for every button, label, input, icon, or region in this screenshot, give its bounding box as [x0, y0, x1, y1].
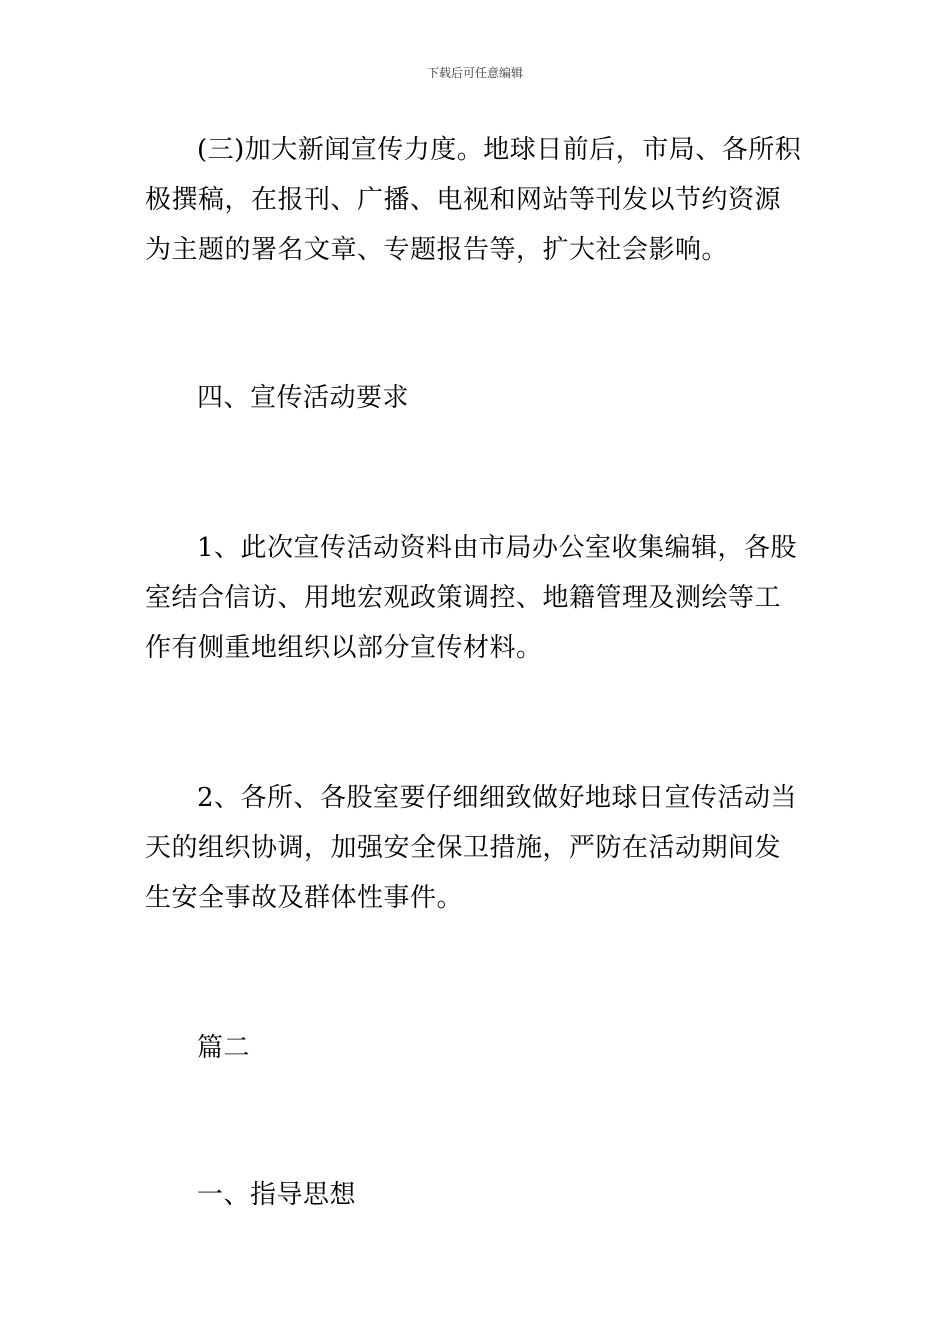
paragraph-requirement-2: [145, 773, 807, 923]
heading-text: 一、指导思想: [197, 1180, 357, 1210]
section-heading-guiding-ideology: [145, 1170, 807, 1220]
paragraph-publicity: [145, 125, 807, 275]
paragraph-text: (三)加大新闻宣传力度。地球日前后，市局、各所积极撰稿，在报刊、广播、电视和网站等刊发以节约资源为主题的署名文章、专题报告等，扩大社会影响。: [145, 135, 802, 265]
heading-text: 篇二: [197, 1033, 251, 1063]
paragraph-requirement-1: [145, 523, 807, 673]
paragraph-text: 2、各所、各股室要仔细细致做好地球日宣传活动当天的组织协调，加强安全保卫措施，严防在活动期间发生安全事故及群体性事件。: [145, 783, 798, 913]
section-heading-part-two: [145, 1023, 807, 1073]
paragraph-text: 1、此次宣传活动资料由市局办公室收集编辑，各股室结合信访、用地宏观政策调控、地籍管理及测绘等工作有侧重地组织以部分宣传材料。: [145, 533, 798, 663]
section-heading-requirements: [145, 373, 807, 423]
heading-text: 四、宣传活动要求: [197, 383, 410, 413]
page-header: 下载后可任意编辑: [426, 66, 523, 80]
